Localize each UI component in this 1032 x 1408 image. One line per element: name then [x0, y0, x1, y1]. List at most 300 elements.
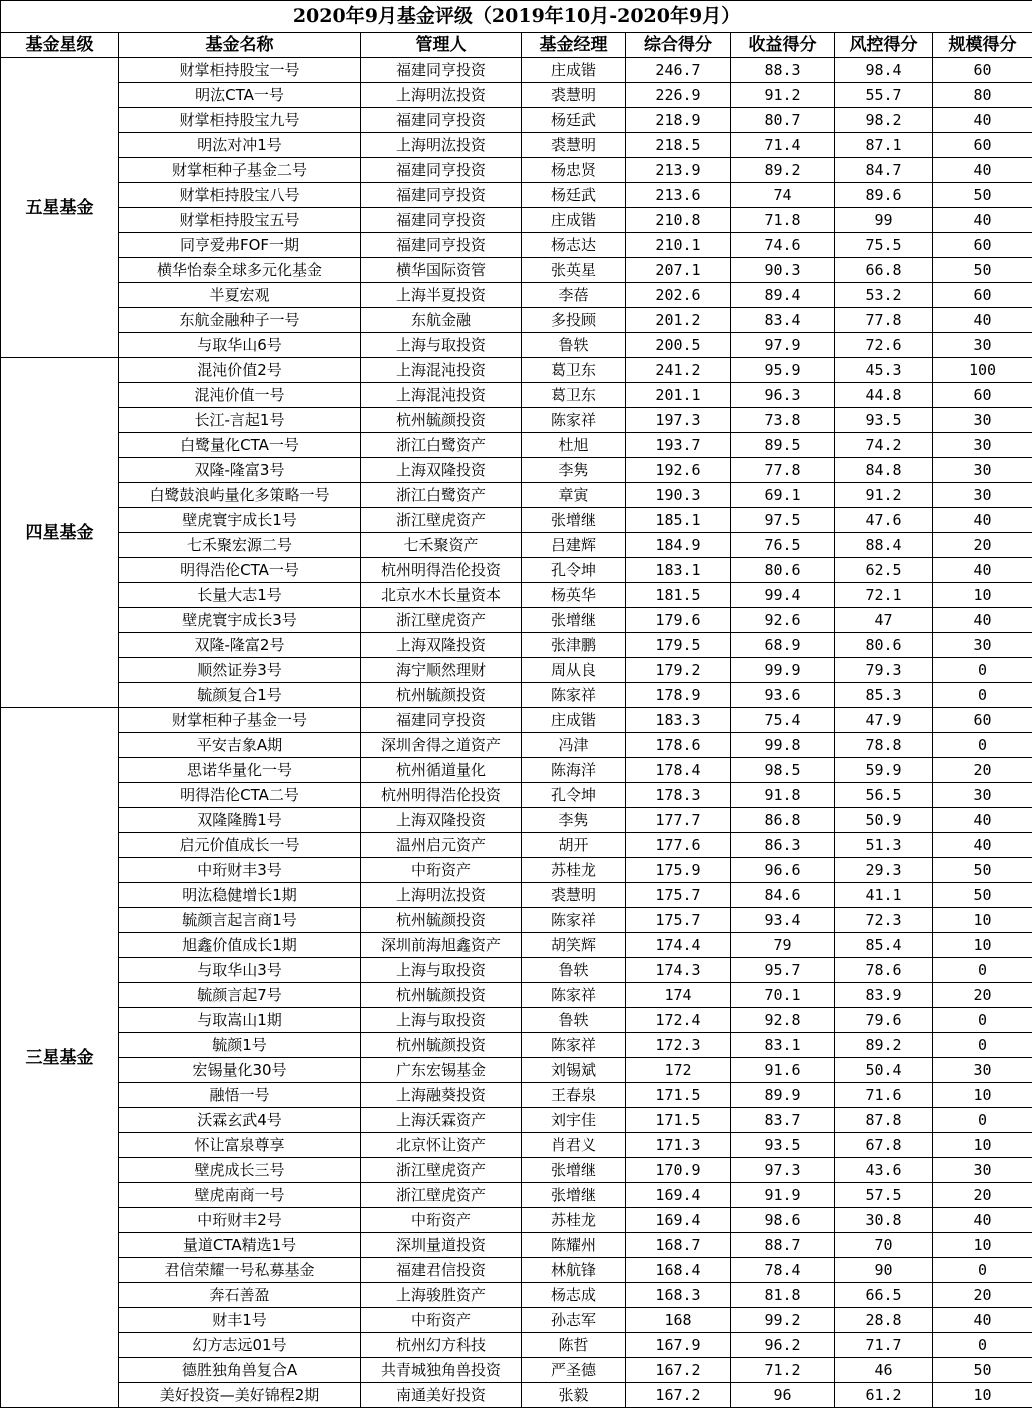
scale-score-cell: 30 [933, 408, 1032, 433]
manager-company-cell: 上海明汯投资 [361, 83, 522, 108]
fund-name-cell: 横华怡泰全球多元化基金 [119, 258, 361, 283]
fund-manager-cell: 杨志达 [522, 233, 626, 258]
total-score-cell: 174.3 [626, 958, 731, 983]
table-row [1, 358, 1032, 383]
return-score-cell: 78.4 [731, 1258, 835, 1283]
total-score-cell: 177.6 [626, 833, 731, 858]
table-row [1, 958, 1032, 983]
return-score-cell: 93.4 [731, 908, 835, 933]
fund-manager-cell: 鲁轶 [522, 958, 626, 983]
table-row [1, 758, 1032, 783]
table-row [1, 1183, 1032, 1208]
scale-score-cell: 10 [933, 583, 1032, 608]
fund-manager-cell: 孔令坤 [522, 783, 626, 808]
return-score-cell: 89.4 [731, 283, 835, 308]
manager-company-cell: 上海明汯投资 [361, 883, 522, 908]
total-score-cell: 201.1 [626, 383, 731, 408]
scale-score-cell: 0 [933, 1033, 1032, 1058]
fund-manager-cell: 苏桂龙 [522, 1208, 626, 1233]
table-row [1, 833, 1032, 858]
fund-manager-cell: 张毅 [522, 1383, 626, 1408]
manager-company-cell: 温州启元资产 [361, 833, 522, 858]
fund-name-cell: 混沌价值2号 [119, 358, 361, 383]
table-row [1, 133, 1032, 158]
risk-score-cell: 83.9 [835, 983, 933, 1008]
scale-score-cell: 50 [933, 183, 1032, 208]
risk-score-cell: 47 [835, 608, 933, 633]
table-row [1, 1283, 1032, 1308]
fund-manager-cell: 张增继 [522, 508, 626, 533]
fund-name-cell: 明汯对冲1号 [119, 133, 361, 158]
fund-manager-cell: 陈家祥 [522, 1033, 626, 1058]
table-row [1, 1008, 1032, 1033]
risk-score-cell: 88.4 [835, 533, 933, 558]
table-row [1, 708, 1032, 733]
table-row [1, 608, 1032, 633]
fund-manager-cell: 庄成锴 [522, 708, 626, 733]
total-score-cell: 213.6 [626, 183, 731, 208]
scale-score-cell: 30 [933, 633, 1032, 658]
table-row [1, 208, 1032, 233]
fund-manager-cell: 庄成锴 [522, 58, 626, 83]
total-score-cell: 183.3 [626, 708, 731, 733]
fund-name-cell: 毓颜复合1号 [119, 683, 361, 708]
risk-score-cell: 80.6 [835, 633, 933, 658]
manager-company-cell: 浙江壁虎资产 [361, 1158, 522, 1183]
table-row [1, 883, 1032, 908]
total-score-cell: 241.2 [626, 358, 731, 383]
fund-name-cell: 中珩财丰3号 [119, 858, 361, 883]
total-score-cell: 218.5 [626, 133, 731, 158]
fund-name-cell: 与取华山3号 [119, 958, 361, 983]
table-row [1, 1358, 1032, 1383]
total-score-cell: 175.7 [626, 883, 731, 908]
fund-manager-cell: 吕建辉 [522, 533, 626, 558]
risk-score-cell: 61.2 [835, 1383, 933, 1408]
total-score-cell: 202.6 [626, 283, 731, 308]
total-score-cell: 167.2 [626, 1358, 731, 1383]
fund-manager-cell: 陈海洋 [522, 758, 626, 783]
fund-name-cell: 双隆-隆富2号 [119, 633, 361, 658]
fund-manager-cell: 周从良 [522, 658, 626, 683]
total-score-cell: 213.9 [626, 158, 731, 183]
risk-score-cell: 78.6 [835, 958, 933, 983]
return-score-cell: 73.8 [731, 408, 835, 433]
risk-score-cell: 46 [835, 1358, 933, 1383]
total-score-cell: 174.4 [626, 933, 731, 958]
total-score-cell: 179.6 [626, 608, 731, 633]
table-row [1, 858, 1032, 883]
total-score-cell: 169.4 [626, 1208, 731, 1233]
risk-score-cell: 75.5 [835, 233, 933, 258]
fund-manager-cell: 杨志成 [522, 1283, 626, 1308]
scale-score-cell: 40 [933, 158, 1032, 183]
manager-company-cell: 浙江壁虎资产 [361, 608, 522, 633]
fund-manager-cell: 多投顾 [522, 308, 626, 333]
table-row [1, 483, 1032, 508]
return-score-cell: 91.6 [731, 1058, 835, 1083]
fund-name-cell: 与取嵩山1期 [119, 1008, 361, 1033]
manager-company-cell: 上海沃霖资产 [361, 1108, 522, 1133]
fund-name-cell: 怀让富泉尊享 [119, 1133, 361, 1158]
risk-score-cell: 77.8 [835, 308, 933, 333]
fund-name-cell: 财掌柜持股宝八号 [119, 183, 361, 208]
scale-score-cell: 0 [933, 1008, 1032, 1033]
total-score-cell: 178.4 [626, 758, 731, 783]
risk-score-cell: 41.1 [835, 883, 933, 908]
scale-score-cell: 40 [933, 108, 1032, 133]
fund-manager-cell: 孔令坤 [522, 558, 626, 583]
table-row [1, 733, 1032, 758]
fund-name-cell: 宏锡量化30号 [119, 1058, 361, 1083]
scale-score-cell: 20 [933, 533, 1032, 558]
return-score-cell: 88.3 [731, 58, 835, 83]
fund-name-cell: 壁虎寰宇成长1号 [119, 508, 361, 533]
scale-score-cell: 60 [933, 283, 1032, 308]
scale-score-cell: 30 [933, 783, 1032, 808]
risk-score-cell: 99 [835, 208, 933, 233]
fund-name-cell: 融悟一号 [119, 1083, 361, 1108]
fund-manager-cell: 杨忠贤 [522, 158, 626, 183]
risk-score-cell: 72.3 [835, 908, 933, 933]
table-row [1, 633, 1032, 658]
risk-score-cell: 43.6 [835, 1158, 933, 1183]
risk-score-cell: 44.8 [835, 383, 933, 408]
total-score-cell: 179.5 [626, 633, 731, 658]
scale-score-cell: 0 [933, 733, 1032, 758]
scale-score-cell: 10 [933, 1233, 1032, 1258]
scale-score-cell: 40 [933, 558, 1032, 583]
risk-score-cell: 59.9 [835, 758, 933, 783]
manager-company-cell: 浙江壁虎资产 [361, 508, 522, 533]
total-score-cell: 174 [626, 983, 731, 1008]
total-score-cell: 226.9 [626, 83, 731, 108]
total-score-cell: 218.9 [626, 108, 731, 133]
return-score-cell: 80.7 [731, 108, 835, 133]
manager-company-cell: 浙江白鹭资产 [361, 483, 522, 508]
risk-score-cell: 78.8 [835, 733, 933, 758]
header-manager-company: 管理人 [361, 33, 522, 58]
return-score-cell: 88.7 [731, 1233, 835, 1258]
return-score-cell: 90.3 [731, 258, 835, 283]
return-score-cell: 80.6 [731, 558, 835, 583]
manager-company-cell: 中珩资产 [361, 1208, 522, 1233]
return-score-cell: 93.6 [731, 683, 835, 708]
table-row [1, 1108, 1032, 1133]
scale-score-cell: 20 [933, 1183, 1032, 1208]
manager-company-cell: 杭州明得浩伦投资 [361, 558, 522, 583]
header-fund-name: 基金名称 [119, 33, 361, 58]
return-score-cell: 98.5 [731, 758, 835, 783]
scale-score-cell: 10 [933, 1083, 1032, 1108]
table-row [1, 1058, 1032, 1083]
scale-score-cell: 50 [933, 1358, 1032, 1383]
table-body [1, 58, 1032, 1408]
return-score-cell: 70.1 [731, 983, 835, 1008]
risk-score-cell: 98.4 [835, 58, 933, 83]
fund-manager-cell: 鲁轶 [522, 1008, 626, 1033]
risk-score-cell: 53.2 [835, 283, 933, 308]
fund-name-cell: 财掌柜持股宝五号 [119, 208, 361, 233]
manager-company-cell: 上海与取投资 [361, 958, 522, 983]
fund-manager-cell: 胡笑辉 [522, 933, 626, 958]
fund-name-cell: 明得浩伦CTA二号 [119, 783, 361, 808]
fund-manager-cell: 陈家祥 [522, 983, 626, 1008]
scale-score-cell: 20 [933, 1283, 1032, 1308]
fund-name-cell: 白鹭鼓浪屿量化多策略一号 [119, 483, 361, 508]
header-tier: 基金星级 [1, 33, 119, 58]
fund-manager-cell: 张增继 [522, 1158, 626, 1183]
manager-company-cell: 杭州毓颜投资 [361, 983, 522, 1008]
risk-score-cell: 70 [835, 1233, 933, 1258]
manager-company-cell: 福建同亨投资 [361, 208, 522, 233]
scale-score-cell: 10 [933, 1133, 1032, 1158]
table-row [1, 783, 1032, 808]
fund-manager-cell: 裘慧明 [522, 83, 626, 108]
return-score-cell: 96 [731, 1383, 835, 1408]
total-score-cell: 167.9 [626, 1333, 731, 1358]
total-score-cell: 210.8 [626, 208, 731, 233]
return-score-cell: 86.8 [731, 808, 835, 833]
scale-score-cell: 30 [933, 458, 1032, 483]
scale-score-cell: 30 [933, 333, 1032, 358]
header-fund-manager: 基金经理 [522, 33, 626, 58]
manager-company-cell: 上海混沌投资 [361, 383, 522, 408]
scale-score-cell: 20 [933, 758, 1032, 783]
scale-score-cell: 0 [933, 658, 1032, 683]
return-score-cell: 71.4 [731, 133, 835, 158]
table-title: 2020年9月基金评级（2019年10月-2020年9月） [1, 1, 1032, 33]
table-row [1, 333, 1032, 358]
table-row [1, 1133, 1032, 1158]
risk-score-cell: 91.2 [835, 483, 933, 508]
table-row [1, 533, 1032, 558]
risk-score-cell: 57.5 [835, 1183, 933, 1208]
manager-company-cell: 深圳量道投资 [361, 1233, 522, 1258]
fund-name-cell: 双隆隆腾1号 [119, 808, 361, 833]
return-score-cell: 99.8 [731, 733, 835, 758]
return-score-cell: 75.4 [731, 708, 835, 733]
fund-manager-cell: 李隽 [522, 458, 626, 483]
risk-score-cell: 85.3 [835, 683, 933, 708]
table-row [1, 258, 1032, 283]
table-row [1, 158, 1032, 183]
manager-company-cell: 东航金融 [361, 308, 522, 333]
scale-score-cell: 0 [933, 958, 1032, 983]
manager-company-cell: 上海与取投资 [361, 333, 522, 358]
total-score-cell: 175.7 [626, 908, 731, 933]
scale-score-cell: 60 [933, 233, 1032, 258]
total-score-cell: 175.9 [626, 858, 731, 883]
manager-company-cell: 横华国际资管 [361, 258, 522, 283]
table-row [1, 1258, 1032, 1283]
fund-manager-cell: 林航锋 [522, 1258, 626, 1283]
risk-score-cell: 29.3 [835, 858, 933, 883]
manager-company-cell: 上海与取投资 [361, 1008, 522, 1033]
return-score-cell: 83.7 [731, 1108, 835, 1133]
return-score-cell: 98.6 [731, 1208, 835, 1233]
header-return-score: 收益得分 [731, 33, 835, 58]
fund-name-cell: 旭鑫价值成长1期 [119, 933, 361, 958]
manager-company-cell: 共青城独角兽投资 [361, 1358, 522, 1383]
return-score-cell: 92.8 [731, 1008, 835, 1033]
table-row [1, 1083, 1032, 1108]
risk-score-cell: 67.8 [835, 1133, 933, 1158]
table-row [1, 658, 1032, 683]
scale-score-cell: 40 [933, 608, 1032, 633]
return-score-cell: 89.9 [731, 1083, 835, 1108]
fund-manager-cell: 陈耀州 [522, 1233, 626, 1258]
return-score-cell: 91.8 [731, 783, 835, 808]
manager-company-cell: 福建同亨投资 [361, 183, 522, 208]
risk-score-cell: 28.8 [835, 1308, 933, 1333]
return-score-cell: 95.7 [731, 958, 835, 983]
total-score-cell: 246.7 [626, 58, 731, 83]
risk-score-cell: 84.7 [835, 158, 933, 183]
manager-company-cell: 中珩资产 [361, 858, 522, 883]
return-score-cell: 92.6 [731, 608, 835, 633]
table-row [1, 583, 1032, 608]
risk-score-cell: 50.9 [835, 808, 933, 833]
fund-manager-cell: 鲁轶 [522, 333, 626, 358]
table-row [1, 933, 1032, 958]
fund-name-cell: 中珩财丰2号 [119, 1208, 361, 1233]
risk-score-cell: 66.5 [835, 1283, 933, 1308]
risk-score-cell: 47.6 [835, 508, 933, 533]
fund-name-cell: 思诺华量化一号 [119, 758, 361, 783]
fund-name-cell: 启元价值成长一号 [119, 833, 361, 858]
manager-company-cell: 北京怀让资产 [361, 1133, 522, 1158]
table-row [1, 458, 1032, 483]
manager-company-cell: 深圳前海旭鑫资产 [361, 933, 522, 958]
manager-company-cell: 杭州毓颜投资 [361, 1033, 522, 1058]
table-row [1, 408, 1032, 433]
risk-score-cell: 85.4 [835, 933, 933, 958]
scale-score-cell: 0 [933, 683, 1032, 708]
total-score-cell: 201.2 [626, 308, 731, 333]
return-score-cell: 97.3 [731, 1158, 835, 1183]
fund-manager-cell: 苏桂龙 [522, 858, 626, 883]
fund-manager-cell: 张英星 [522, 258, 626, 283]
manager-company-cell: 上海双隆投资 [361, 633, 522, 658]
total-score-cell: 167.2 [626, 1383, 731, 1408]
table-row [1, 233, 1032, 258]
risk-score-cell: 87.8 [835, 1108, 933, 1133]
return-score-cell: 74.6 [731, 233, 835, 258]
return-score-cell: 84.6 [731, 883, 835, 908]
fund-name-cell: 明汯稳健增长1期 [119, 883, 361, 908]
return-score-cell: 74 [731, 183, 835, 208]
scale-score-cell: 30 [933, 433, 1032, 458]
fund-manager-cell: 刘锡斌 [522, 1058, 626, 1083]
fund-name-cell: 双隆-隆富3号 [119, 458, 361, 483]
risk-score-cell: 84.8 [835, 458, 933, 483]
fund-name-cell: 毓颜1号 [119, 1033, 361, 1058]
total-score-cell: 168.3 [626, 1283, 731, 1308]
total-score-cell: 190.3 [626, 483, 731, 508]
table-row [1, 308, 1032, 333]
scale-score-cell: 40 [933, 208, 1032, 233]
total-score-cell: 178.3 [626, 783, 731, 808]
manager-company-cell: 深圳舍得之道资产 [361, 733, 522, 758]
total-score-cell: 171.3 [626, 1133, 731, 1158]
total-score-cell: 179.2 [626, 658, 731, 683]
fund-name-cell: 君信荣耀一号私募基金 [119, 1258, 361, 1283]
header-scale-score: 规模得分 [933, 33, 1032, 58]
title-row [1, 1, 1032, 33]
scale-score-cell: 30 [933, 1058, 1032, 1083]
table-row [1, 383, 1032, 408]
manager-company-cell: 福建同亨投资 [361, 708, 522, 733]
total-score-cell: 210.1 [626, 233, 731, 258]
total-score-cell: 178.9 [626, 683, 731, 708]
manager-company-cell: 杭州幻方科技 [361, 1333, 522, 1358]
table-row [1, 108, 1032, 133]
fund-name-cell: 七禾聚宏源二号 [119, 533, 361, 558]
table-row [1, 508, 1032, 533]
fund-manager-cell: 张增继 [522, 608, 626, 633]
table-row [1, 1383, 1032, 1408]
risk-score-cell: 72.1 [835, 583, 933, 608]
total-score-cell: 177.7 [626, 808, 731, 833]
return-score-cell: 99.9 [731, 658, 835, 683]
fund-name-cell: 长量大志1号 [119, 583, 361, 608]
manager-company-cell: 杭州毓颜投资 [361, 908, 522, 933]
scale-score-cell: 50 [933, 258, 1032, 283]
fund-name-cell: 幻方志远01号 [119, 1333, 361, 1358]
scale-score-cell: 40 [933, 1308, 1032, 1333]
risk-score-cell: 98.2 [835, 108, 933, 133]
fund-name-cell: 量道CTA精选1号 [119, 1233, 361, 1258]
return-score-cell: 96.6 [731, 858, 835, 883]
scale-score-cell: 80 [933, 83, 1032, 108]
table-row [1, 683, 1032, 708]
manager-company-cell: 上海半夏投资 [361, 283, 522, 308]
return-score-cell: 91.9 [731, 1183, 835, 1208]
fund-manager-cell: 裘慧明 [522, 133, 626, 158]
fund-name-cell: 财掌柜种子基金二号 [119, 158, 361, 183]
fund-name-cell: 壁虎寰宇成长3号 [119, 608, 361, 633]
table-row [1, 808, 1032, 833]
total-score-cell: 168.7 [626, 1233, 731, 1258]
scale-score-cell: 10 [933, 908, 1032, 933]
fund-manager-cell: 杜旭 [522, 433, 626, 458]
fund-name-cell: 壁虎成长三号 [119, 1158, 361, 1183]
fund-manager-cell: 张津鹏 [522, 633, 626, 658]
manager-company-cell: 上海双隆投资 [361, 808, 522, 833]
total-score-cell: 170.9 [626, 1158, 731, 1183]
fund-manager-cell: 肖君义 [522, 1133, 626, 1158]
risk-score-cell: 56.5 [835, 783, 933, 808]
header-total-score: 综合得分 [626, 33, 731, 58]
manager-company-cell: 七禾聚资产 [361, 533, 522, 558]
table-row [1, 433, 1032, 458]
return-score-cell: 99.2 [731, 1308, 835, 1333]
tier-label: 四星基金 [1, 358, 119, 708]
fund-name-cell: 财掌柜种子基金一号 [119, 708, 361, 733]
fund-name-cell: 半夏宏观 [119, 283, 361, 308]
scale-score-cell: 50 [933, 883, 1032, 908]
return-score-cell: 86.3 [731, 833, 835, 858]
risk-score-cell: 66.8 [835, 258, 933, 283]
fund-name-cell: 平安吉象A期 [119, 733, 361, 758]
scale-score-cell: 60 [933, 133, 1032, 158]
fund-manager-cell: 裘慧明 [522, 883, 626, 908]
scale-score-cell: 40 [933, 308, 1032, 333]
fund-manager-cell: 葛卫东 [522, 383, 626, 408]
table-row [1, 983, 1032, 1008]
fund-name-cell: 毓颜言起言商1号 [119, 908, 361, 933]
